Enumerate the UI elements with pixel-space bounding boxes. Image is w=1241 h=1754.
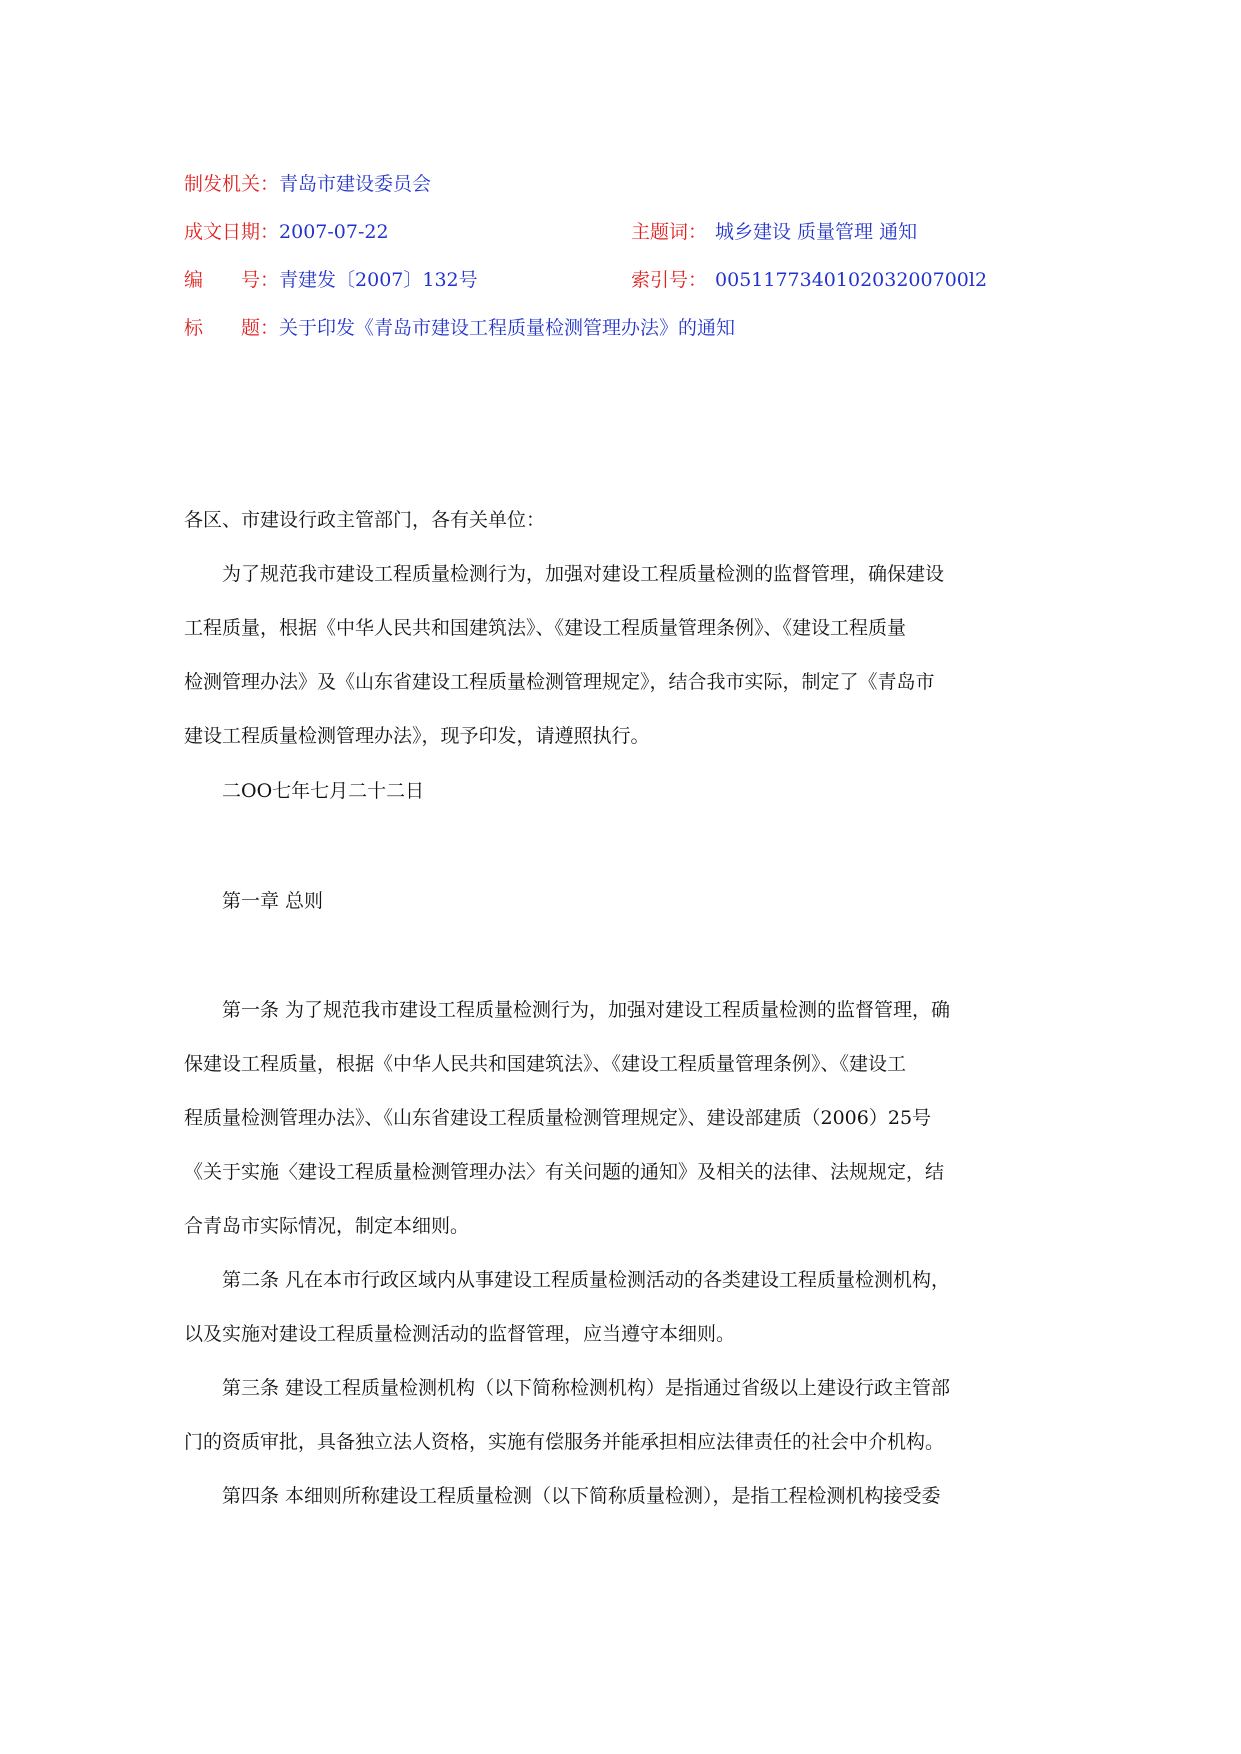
date-label: 成文日期：	[184, 221, 280, 243]
article-line: 程质量检测管理办法》、《山东省建设工程质量检测管理规定》、建设部建质（2006）25号	[184, 1107, 932, 1129]
article-line: 第四条 本细则所称建设工程质量检测（以下简称质量检测），是指工程检测机构接受委	[184, 1485, 941, 1507]
index-value: 005117734010203200700l2	[715, 269, 988, 291]
issuer-value: 青岛市建设委员会	[279, 173, 432, 195]
paragraph-line: 为了规范我市建设工程质量检测行为，加强对建设工程质量检测的监督管理，确保建设	[184, 563, 945, 585]
title-row	[184, 316, 735, 340]
number-label: 编 号：	[184, 269, 280, 291]
paragraph-line: 建设工程质量检测管理办法》，现予印发，请遵照执行。	[184, 725, 650, 747]
subject-row	[631, 220, 917, 244]
article-line: 《关于实施〈建设工程质量检测管理办法〉有关问题的通知》及相关的法律、法规规定，结	[184, 1161, 945, 1183]
chapter-heading: 第一章 总则	[184, 890, 324, 912]
subject-label: 主题词：	[631, 221, 708, 243]
date-line: 二OO七年七月二十二日	[184, 780, 425, 802]
subject-value: 城乡建设 质量管理 通知	[715, 221, 918, 243]
paragraph-line: 检测管理办法》及《山东省建设工程质量检测管理规定》，结合我市实际，制定了《青岛市	[184, 671, 935, 693]
article-line: 保建设工程质量，根据《中华人民共和国建筑法》、《建设工程质量管理条例》、《建设工	[184, 1053, 907, 1075]
title-label: 标 题：	[184, 317, 280, 339]
article-line: 第二条 凡在本市行政区域内从事建设工程质量检测活动的各类建设工程质量检测机构，	[184, 1269, 951, 1291]
article-line: 合青岛市实际情况，制定本细则。	[184, 1215, 470, 1237]
article-line: 第三条 建设工程质量检测机构（以下简称检测机构）是指通过省级以上建设行政主管部	[184, 1377, 951, 1399]
article-line: 第一条 为了规范我市建设工程质量检测行为，加强对建设工程质量检测的监督管理，确	[184, 999, 951, 1021]
article-line: 门的资质审批，具备独立法人资格，实施有偿服务并能承担相应法律责任的社会中介机构。	[184, 1431, 945, 1453]
article-line: 以及实施对建设工程质量检测活动的监督管理，应当遵守本细则。	[184, 1323, 736, 1345]
number-row	[184, 268, 478, 292]
issuer-label: 制发机关：	[184, 173, 280, 195]
title-value: 关于印发《青岛市建设工程质量检测管理办法》的通知	[279, 317, 736, 339]
number-value: 青建发〔2007〕132号	[279, 269, 478, 291]
date-value: 2007-07-22	[279, 221, 389, 243]
salutation: 各区、市建设行政主管部门，各有关单位：	[184, 509, 546, 531]
date-row	[184, 220, 389, 244]
paragraph-line: 工程质量，根据《中华人民共和国建筑法》、《建设工程质量管理条例》、《建设工程质量	[184, 617, 907, 639]
index-row	[631, 268, 987, 292]
index-label: 索引号：	[631, 269, 708, 291]
issuer-row	[184, 172, 431, 196]
